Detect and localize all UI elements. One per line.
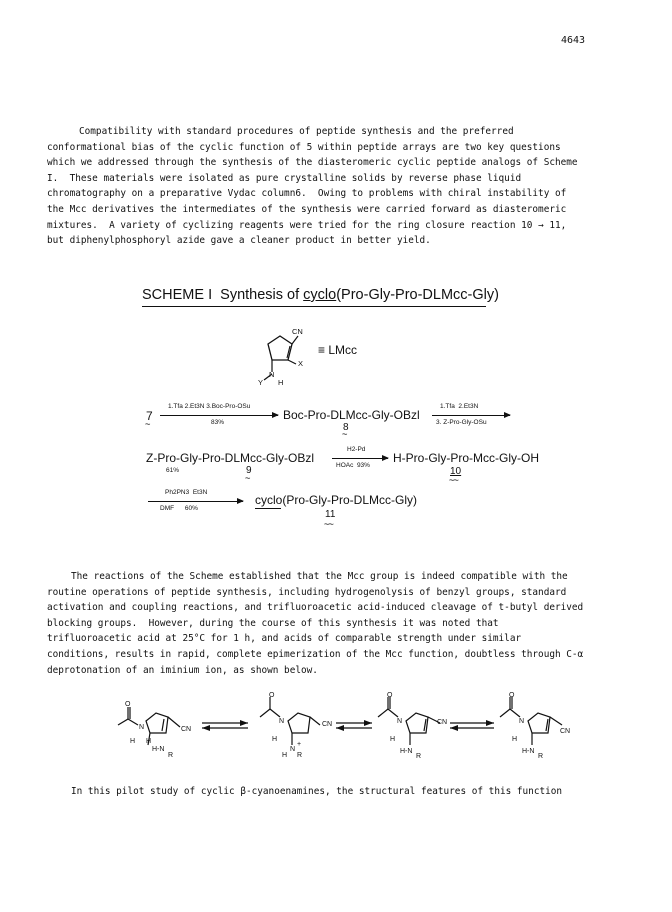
text-line: trifluoroacetic acid at 25°C for 1 h, and acids of comparable strength under similar xyxy=(47,633,522,645)
compound-8-formula: Boc-Pro-DLMcc-Gly-OBzl xyxy=(283,408,420,422)
text-line: the Mcc derivatives the intermediates of the synthesis were carried forward as diasteromeric xyxy=(47,203,567,215)
atom-label: O xyxy=(387,692,393,699)
atom-label: R xyxy=(538,753,544,760)
atom-label: N xyxy=(279,718,285,725)
paragraph-1 xyxy=(47,124,625,249)
atom-label: CN xyxy=(181,726,192,733)
text-line: conformational bias of the cyclic function of 5 within peptide arrays are two key questions xyxy=(47,141,561,153)
x-label: X xyxy=(298,359,304,368)
text-line: chromatography on a preparative Vydac column6. Owing to problems with chiral instability of xyxy=(47,188,567,200)
reaction-arrow xyxy=(332,458,388,459)
scheme-title: SCHEME I Synthesis of cyclo(Pro-Gly-Pro-DLMcc-Gly) xyxy=(142,287,499,303)
underline-squiggle: ~ xyxy=(245,474,250,484)
compound-10: 10 xyxy=(450,466,462,477)
compound-10-formula: H-Pro-Gly-Pro-Mcc-Gly-OH xyxy=(393,451,539,465)
atom-label: H xyxy=(282,752,288,759)
atom-label: + xyxy=(297,741,302,748)
compound-7: 7 xyxy=(146,409,153,423)
underline-squiggle: ~~ xyxy=(324,520,333,530)
lmcc-label: ≡ LMcc xyxy=(318,343,358,357)
step2-reagent-2: 3. Z-Pro-Gly-OSu xyxy=(436,419,487,426)
underline-squiggle: ~ xyxy=(342,430,347,440)
underline-squiggle: ~ xyxy=(145,420,150,430)
paragraph-3 xyxy=(47,784,625,800)
paragraph-2 xyxy=(47,569,625,678)
atom-label: H-N xyxy=(152,746,165,753)
cyclo-underline xyxy=(255,508,281,509)
atom-label: R xyxy=(168,752,174,759)
text-line: deprotonation of an iminium ion, as shown below. xyxy=(47,664,318,676)
step1-reagent: 1.Tfa 2.Et3N 3.Boc-Pro-OSu xyxy=(168,403,251,410)
n-label: N xyxy=(269,370,275,379)
text-line: routine operations of peptide synthesis, including hydrogenolysis of benzyl groups, standard xyxy=(47,586,567,598)
text-line: In this pilot study of cyclic β-cyanoenamines, the structural features of this function xyxy=(71,786,563,797)
atom-label: O xyxy=(509,692,515,699)
compound-11-formula: cyclo(Pro-Gly-Pro-DLMcc-Gly) xyxy=(255,493,417,507)
text-line: mixtures. A variety of cyclizing reagents were tried for the ring closure reaction 10 → 11, xyxy=(47,219,567,231)
step2-reagent: 1.Tfa 2.Et3N xyxy=(440,403,479,410)
reaction-arrow xyxy=(432,415,510,416)
step1-yield: 83% xyxy=(211,419,225,426)
compound-9: 9 xyxy=(246,465,252,476)
text-line: I. These materials were isolated as pure crystalline solids by reverse phase liquid xyxy=(47,172,522,184)
reaction-arrow xyxy=(148,501,243,502)
scheme-rule xyxy=(142,306,486,307)
compound-11: 11 xyxy=(325,509,336,520)
atom-label: N xyxy=(139,724,145,731)
atom-label: H xyxy=(146,738,152,745)
atom-label: H-N xyxy=(522,748,535,755)
atom-label: N xyxy=(397,718,403,725)
atom-label: R xyxy=(416,753,422,760)
text-line: activation and coupling reactions, and trifluoroacetic acid-induced cleavage of t-butyl derived xyxy=(47,602,584,614)
step4-reagent: H2-Pd xyxy=(347,446,366,453)
atom-label: CN xyxy=(560,728,571,735)
atom-label: H xyxy=(512,736,518,743)
atom-label: H xyxy=(272,736,278,743)
atom-label: N xyxy=(519,718,525,725)
reaction-arrow xyxy=(160,415,278,416)
text-line: The reactions of the Scheme established that the Mcc group is indeed compatible with the xyxy=(71,571,568,582)
text-line: blocking groups. However, during the course of this synthesis it was noted that xyxy=(47,617,499,629)
atom-label: H xyxy=(390,736,396,743)
atom-label: H-N xyxy=(400,748,413,755)
text-line: but diphenylphosphoryl azide gave a cleaner product in better yield. xyxy=(47,235,431,247)
underline-squiggle: ~~ xyxy=(449,476,458,486)
atom-label: O xyxy=(125,701,131,708)
epimerization-equilibrium xyxy=(110,695,570,775)
atom-label: N xyxy=(290,746,296,753)
h-label: H xyxy=(278,378,284,387)
cn-label: CN xyxy=(292,327,303,336)
step4-reagent-2: HOAc 93% xyxy=(336,462,370,469)
compound-8: 8 xyxy=(343,422,349,433)
atom-label: O xyxy=(269,692,275,699)
atom-label: R xyxy=(297,752,303,759)
step5-reagent: Ph2PN3 Et3N xyxy=(165,489,208,496)
text-line: Compatibility with standard procedures of peptide synthesis and the preferred xyxy=(79,126,514,137)
atom-label: H xyxy=(130,738,136,745)
text-line: conditions, results in rapid, complete epimerization of the Mcc function, doubtless through C-α xyxy=(47,648,584,660)
atom-label: CN xyxy=(437,719,448,726)
step5-reagent-2: DMF 60% xyxy=(160,505,198,512)
compound-9-formula: Z-Pro-Gly-Pro-DLMcc-Gly-OBzl xyxy=(146,451,314,465)
page-number: 4643 xyxy=(561,35,586,46)
y-label: Y xyxy=(258,378,264,387)
step3-yield: 61% xyxy=(166,467,180,474)
atom-label: CN xyxy=(322,721,333,728)
text-line: which we addressed through the synthesis of the diasteromeric cyclic peptide analogs of Scheme xyxy=(47,157,578,169)
